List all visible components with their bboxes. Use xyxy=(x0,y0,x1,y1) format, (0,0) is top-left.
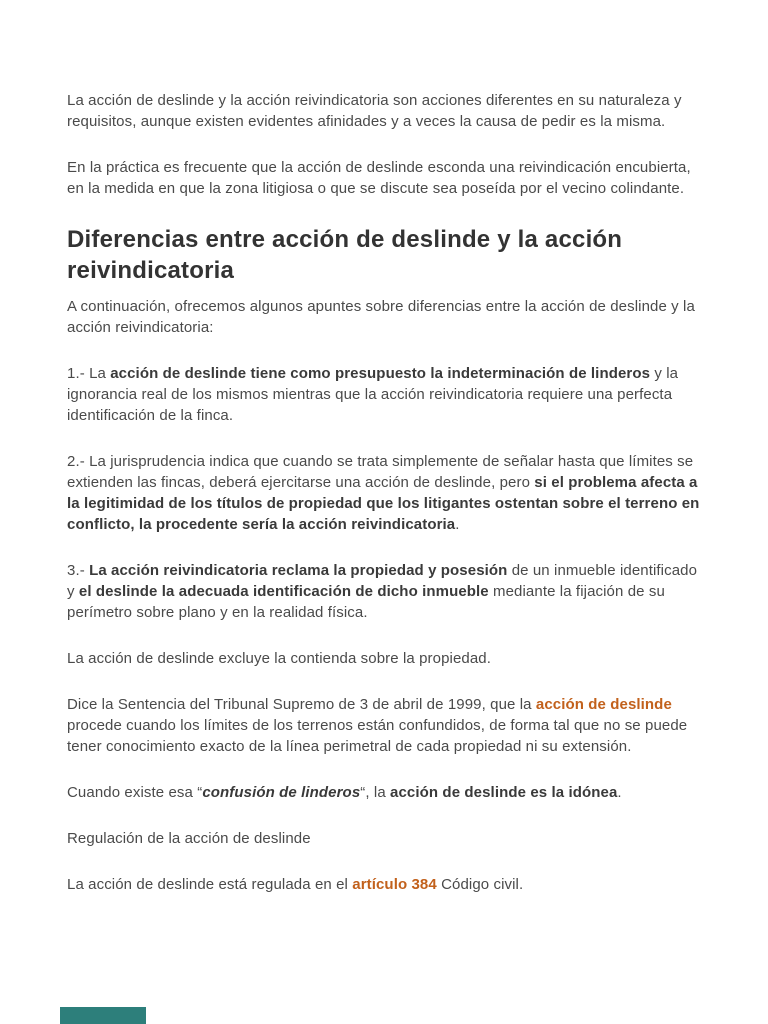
paragraph xyxy=(67,363,702,426)
inline-link[interactable]: artículo 384 xyxy=(352,876,437,893)
text-run: Dice la Sentencia del Tribunal Supremo de 3 de abril de 1999, que la xyxy=(67,696,536,713)
paragraph xyxy=(67,451,702,535)
text-run: procede cuando los límites de los terrenos están confundidos, de forma tal que no se puede tener conocimiento exacto de la línea perimetral de cada propiedad ni su extensión. xyxy=(67,717,688,755)
paragraph xyxy=(67,560,702,623)
paragraph xyxy=(67,90,702,132)
text-run: Diferencias entre acción de deslinde y la acción reivindicatoria xyxy=(67,226,623,284)
footer-teal-banner xyxy=(60,1007,146,1024)
paragraph xyxy=(67,157,702,199)
bold-text-run: acción de deslinde tiene como presupuesto la indeterminación de linderos xyxy=(110,365,651,382)
text-run: “, la xyxy=(360,784,391,801)
paragraph xyxy=(67,874,702,895)
paragraph xyxy=(67,782,702,803)
text-run: y la ignorancia real de los mismos mientras que la acción reivindicatoria requiere una perfecta identificación de la finca. xyxy=(67,365,679,424)
paragraph xyxy=(67,648,702,669)
bold-text-run: confusión de linderos xyxy=(202,784,361,801)
text-run: Cuando existe esa “ xyxy=(67,784,203,801)
text-run: Regulación de la acción de deslinde xyxy=(67,830,311,847)
bold-text-run: el deslinde la adecuada identificación de dicho inmueble xyxy=(78,583,489,600)
bold-text-run: acción de deslinde es la idónea xyxy=(390,784,618,801)
text-run: 1.- La xyxy=(67,365,111,382)
text-run: . xyxy=(617,784,622,801)
text-run: Código civil. xyxy=(436,876,524,893)
text-run: mediante la fijación de su perímetro sobre plano y en la realidad física. xyxy=(67,583,665,621)
paragraph xyxy=(67,694,702,757)
text-run: La acción de deslinde está regulada en el xyxy=(67,876,353,893)
text-run: 3.- xyxy=(67,562,90,579)
bold-text-run: si el problema afecta a la legitimidad de los títulos de propiedad que los litigantes ostentan sobre el terreno en conflicto, la procedente sería la acción reivindicatoria xyxy=(67,474,700,533)
paragraph xyxy=(67,828,702,849)
text-run: La acción de deslinde y la acción reivindicatoria son acciones diferentes en su naturaleza y requisitos, aunque existen evidentes afinidades y a veces la causa de pedir es la misma. xyxy=(67,92,682,130)
text-run: 2.- La jurisprudencia indica que cuando se trata simplemente de señalar hasta que límites se extienden las fincas, deberá ejercitarse una acción de deslinde, pero xyxy=(67,453,694,491)
text-run: A continuación, ofrecemos algunos apuntes sobre diferencias entre la acción de deslinde y la acción reivindicatoria: xyxy=(67,298,695,336)
article-heading xyxy=(67,224,702,286)
bold-text-run: La acción reivindicatoria reclama la propiedad y posesión xyxy=(89,562,508,579)
inline-link[interactable]: acción de deslinde xyxy=(535,696,672,713)
text-run: La acción de deslinde excluye la contienda sobre la propiedad. xyxy=(67,650,491,667)
text-run: . xyxy=(455,516,460,533)
text-run: En la práctica es frecuente que la acción de deslinde esconda una reivindicación encubierta, en la medida en que la zona litigiosa o que se discute sea poseída por el vecino colindante. xyxy=(67,159,691,197)
paragraph xyxy=(67,296,702,338)
text-run: de un inmueble identificado y xyxy=(67,562,698,600)
